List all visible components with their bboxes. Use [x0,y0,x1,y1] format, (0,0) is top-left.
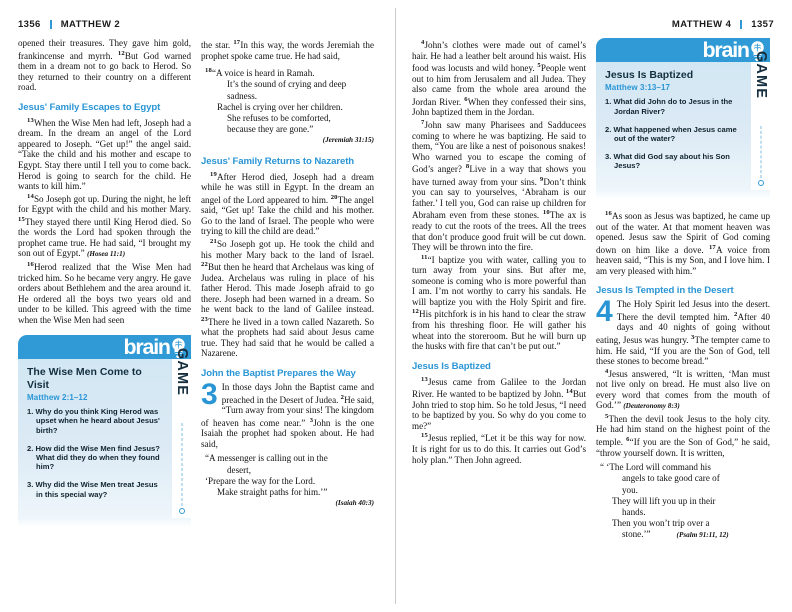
left-book-chapter: MATTHEW 2 [60,19,121,30]
verse-number: 19 [210,170,217,178]
poem-line: $^{18}$“A voice is heard in Ramah. [205,67,315,79]
paragraph: $^{14}$So Joseph got up. During the night, he left for Egypt with the child and his mother Mary. $^{15}$They stayed there until King Herod died. So the words the Lord had spoken through the prophet came true. He had said, “I brought my son out of Egypt.” (Hosea 11:1) [18,192,191,259]
game-question: 3. Why did the Wise Men treat Jesus in this special way? [27,480,158,499]
left-column-1 [18,38,191,598]
paragraph: $^{16}$As soon as Jesus was baptized, he came up out of the water. At that moment heaven was opened. Jesus saw the Spirit of God coming down on him like a dove. $^{17}$A voice from heaven said, “This is my Son, and I love him. I am very pleased with him.” [596,210,770,276]
verse-number: 4 [421,39,425,46]
verse-number: 14 [565,388,573,396]
poem-line: stone.’” (Psalm 91:11, 12) [622,529,729,540]
paragraph: opened their treasures. They gave him gold, frankincense and myrrh. $^{12}$But God warned them in a dream not to go back to Herod. So they returned to their country on a different road. [18,38,192,93]
scripture-reference: (Jeremiah 31:15) [322,136,374,145]
verse-number: 5 [605,412,609,420]
verse-number: 23 [201,315,208,323]
scripture-reference: (Hosea 11:1) [86,250,126,259]
game-tab [172,348,191,517]
brain-game-box[interactable] [596,38,770,199]
brain-game-footer [18,518,191,527]
game-title: Jesus Is Baptized [605,69,694,81]
chapter-number: 4 [596,295,613,329]
verse-number: 16 [27,260,34,268]
game-question-list [605,97,740,170]
brain-game-header [18,335,191,359]
brain-game-header [596,38,770,62]
poem-line: ‘Prepare the way for the Lord. [205,475,316,486]
right-column-1 [412,38,586,598]
scripture-reference: (Deuteronomy 8:3) [623,402,680,411]
paragraph: the star. $^{17}$In this way, the words Jeremiah the prophet spoke came true. He had said, [201,39,374,61]
verse-number: 16 [605,210,612,217]
left-columns [18,38,380,598]
verse-number: 13 [27,116,34,124]
paragraph: $^{13}$Jesus came from Galilee to the Jordan River. He wanted to be baptized by John. $^{14}$But John tried to stop him. So he told Jesus, “I need to be baptized by you. So why do you come to me?” [412,375,586,431]
left-page-number: 1356 [18,19,41,30]
verse-number: 8 [465,163,470,171]
paragraph: $^4$Jesus answered, “It is written, ‘Man must not live only on bread. He must also live on every word that comes from the mouth of God.’” (Deuteronomy 8:3) [596,367,770,411]
brain-logo-text: brain [702,38,749,62]
verse-number: 12 [117,49,125,57]
poetry-block [596,462,770,541]
verse-number: 3 [691,334,695,342]
verse-number: 15 [421,432,428,440]
poem-line: They will lift you up in their [612,495,716,506]
verse-number: 10 [542,209,550,217]
runhead-divider [50,20,52,29]
game-reference: Matthew 3:13–17 [605,83,671,93]
verse-number: 12 [412,308,419,316]
verse-number: 22 [201,261,208,269]
verse-number: 3 [309,416,314,424]
right-columns [412,38,774,598]
poem-line: sadness. [227,90,258,101]
tab-end-dot [758,180,764,186]
game-tab-label: GAME [752,50,769,100]
poem-line: because they are gone.” [227,124,314,135]
right-running-head [412,18,774,31]
section-heading: Jesus' Family Returns to Nazareth [201,155,355,167]
tab-end-dot [179,508,185,514]
verse-number: 18 [205,67,212,75]
verse-number: 17 [233,39,241,46]
game-reference: Matthew 2:1–12 [27,393,88,403]
paragraph: $^{11}$“I baptize you with water, calling you to turn away from your sins. But after me, someone is coming who is more powerful than I am. I’m not worthy to carry his sandals. He will baptize you with the Holy Spirit and fire. $^{12}$His pitchfork is in his hand to clear the straw from his threshing floor. He will gather his wheat into the storeroom. But he will burn up the husks with fire that can’t be put out.” [412,253,586,352]
poem-line: Then you won’t trip over a [612,518,710,529]
scripture-reference: (Isaiah 40:3) [335,499,374,508]
verse-number: 11 [421,253,428,261]
section-heading: Jesus' Family Escapes to Egypt [18,101,161,113]
game-question: 2. What happened when Jesus came out of the water? [605,124,737,144]
poetry-block [201,65,374,146]
verse-number: 5 [537,62,541,70]
runhead-divider [740,20,742,29]
poem-line: It’s the sound of crying and deep [227,79,347,90]
verse-number: 21 [210,237,217,245]
verse-number: 13 [421,375,428,383]
paragraph: $^5$Then the devil took Jesus to the holy city. He had him stand on the highest point of the temple. $^6$“If you are the Son of God,” he said, “throw yourself down. It is written, [596,412,770,458]
poem-line: “A messenger is calling out in the [205,453,328,464]
left-column-2 [201,38,374,598]
game-title: The Wise Men Come to Visit [27,366,142,391]
verse-number: 2 [734,310,738,318]
brain-game-box[interactable] [18,335,191,526]
verse-number: 20 [330,193,338,201]
scripture-reference: (Psalm 91:11, 12) [676,531,729,540]
poem-line: Rachel is crying over her children. [217,101,343,112]
paragraph: $^{21}$So Joseph got up. He took the child and his mother Mary back to the land of Israel. $^{22}$But then he heard that Archelaus was king of Judea. Archelaus was ruling in place of his father Herod. This made Joseph afraid to go there. Joseph had been warned in a dream. So he went back to the land of Galilee instead. $^{23}$There he lived in a town called Nazareth. So what the prophets had said about Jesus came true. They had said that he would be called a Nazarene. [201,237,374,359]
right-column-2 [596,38,770,598]
section-heading: John the Baptist Prepares the Way [201,368,356,380]
paragraph: $^{13}$When the Wise Men had left, Joseph had a dream. In the dream an angel of the Lord appeared to Joseph. “Get up!” the angel said. “Take the child and his mother and escape to Egypt. Stay there until I tell you to come back. Herod is going to search for the child. He wants to kill him.” [18,116,191,192]
paragraph: $^{16}$Herod realized that the Wise Men had tricked him. So he became very angry. He gave orders about Bethlehem and the area around it. He ordered all the boys two years old and under to be killed. This agreed with the time when the Wise Men had seen [18,260,191,325]
verse-number: 6 [626,436,630,444]
game-question: 3. What did God say about his Son Jesus? [605,152,730,171]
game-question: 1. Why do you think King Herod was upset when he heard about Jesus' birth? [27,407,160,435]
game-tab [751,50,770,190]
game-question: 2. How did the Wise Men find Jesus? What did they do when they found him? [27,443,160,472]
brain-logo-text: brain [123,335,170,359]
paragraph: 3 In those days John the Baptist came and preached in the Desert of Judea. $^2$He said, “Turn away from your sins! The kingdom of heaven has come near.” $^3$John is the one Isaiah the prophet had spoken about. He had said, [201,378,374,449]
right-page-number: 1357 [751,19,774,30]
section-heading: Jesus Is Baptized [412,360,491,372]
brain-game-footer [596,190,770,199]
paragraph: $^{15}$Jesus replied, “Let it be this way for now. It is right for us to do this. It carries out God’s holy plan.” Then John agreed. [412,432,586,465]
right-page [396,0,792,612]
verse-number: 2 [340,393,345,401]
right-book-chapter: MATTHEW 4 [671,19,732,30]
game-tab-label: GAME [173,348,190,397]
tab-dotted-line [181,423,182,505]
paragraph: $^7$John saw many Pharisees and Sadducees coming to where he was baptizing. He said to them, “You are like a nest of poisonous snakes! Who warned you to escape the coming of God’s anger? $^8$Live in a way that shows you have turned away from your sins. $^9$Don’t think you can say to yourselves, ‘Abraham is our father.’ I tell you, God can raise up children for Abraham even from these stones. $^{10}$The ax is ready to cut the roots of the trees. All the trees that don’t produce good fruit will be cut down. They will be thrown into the fire. [412,118,586,253]
game-question-list [27,407,161,499]
poem-line: Make straight paths for him.’” [217,486,328,497]
poem-line: desert, [227,464,251,475]
section-heading: Jesus Is Tempted in the Desert [596,285,734,297]
poem-line: She refuses to be comforted, [227,112,331,123]
verse-number: 15 [18,215,25,223]
paragraph: $^4$John’s clothes were made out of camel’s hair. He had a leather belt around his waist. His food was locusts and wild honey. $^5$People went out to him from Jerusalem and all Judea. They also came from the whole area around the Jordan River. $^6$When they confessed their sins, John baptized them in the Jordan. [412,39,587,118]
paragraph: $^{19}$After Herod died, Joseph had a dream while he was still in Egypt. In the dream an angel of the Lord appeared to him. $^{20}$The angel said, “Get up! Take the child and his mother. Go to the land of Israel. The people who were trying to kill the child are dead.” [201,170,374,237]
poem-line: hands. [622,506,646,517]
verse-number: 4 [605,367,609,375]
tab-dotted-line [760,126,761,178]
poem-line: angels to take good care of [622,473,720,484]
verse-number: 6 [464,95,468,103]
verse-number: 14 [27,192,34,200]
poetry-block [201,453,374,509]
paragraph: 4 The Holy Spirit led Jesus into the desert. There the devil tempted him. $^2$After 40 days and 40 nights of going without eating, Jesus was hungry. $^3$The tempter came to him. He said, “If you are the Son of God, tell these stones to become bread.” [596,295,771,367]
chapter-number: 3 [201,378,218,412]
left-running-head [18,18,380,31]
poem-line: you. [622,484,638,495]
verse-number: 7 [421,118,425,126]
brain-game-body [18,348,191,517]
poem-line: “ ‘The Lord will command his [600,462,711,473]
game-question: 1. What did John do to Jesus in the Jordan River? [605,97,733,116]
verse-number: 17 [708,243,716,251]
verse-number: 9 [539,175,544,183]
